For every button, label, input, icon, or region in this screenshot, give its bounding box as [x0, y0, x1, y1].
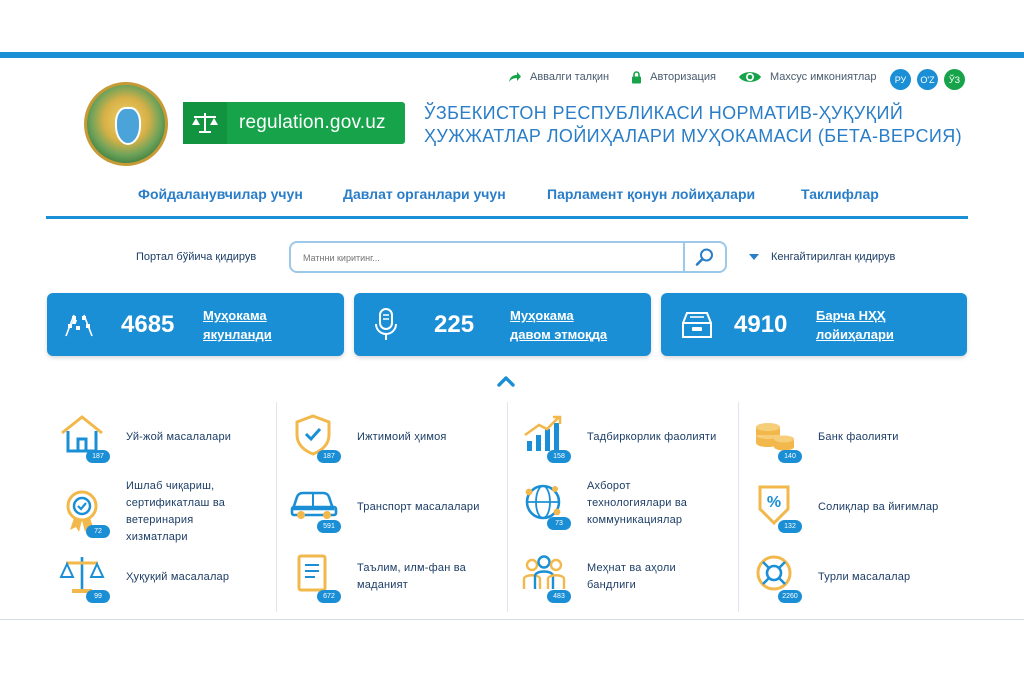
caret-down-icon	[749, 254, 759, 260]
column-divider	[276, 402, 277, 612]
category-housing[interactable]	[58, 413, 276, 461]
column-divider	[738, 402, 739, 612]
regulation-logo[interactable]	[183, 102, 405, 144]
people-icon	[519, 553, 571, 601]
category-production[interactable]	[58, 478, 244, 546]
growth-chart-icon	[519, 413, 571, 461]
stat-label-completed-line2: якунланди	[203, 327, 272, 342]
stat-count-all: 4910	[734, 311, 788, 338]
accessibility-label: Махсус имкониятлар	[769, 71, 877, 83]
category-count-badge: 72	[86, 525, 110, 538]
lang-ru-button[interactable]: РУ	[890, 69, 911, 90]
category-taxes[interactable]	[750, 483, 968, 531]
main-nav	[0, 186, 1024, 206]
stat-label-ongoing-line1: Муҳокама	[510, 308, 574, 323]
site-title	[424, 102, 964, 148]
stat-label-ongoing-line2: давом этмоқда	[510, 327, 608, 342]
lock-icon	[631, 71, 642, 84]
stat-card-ongoing[interactable]	[354, 293, 651, 356]
nav-item-parliament[interactable]: Парламент қонун лойиҳалари	[547, 186, 756, 202]
redo-arrow-icon	[508, 71, 522, 83]
scales-icon	[58, 553, 110, 601]
category-label: Солиқлар ва йиғимлар	[818, 500, 939, 513]
category-count-badge: 132	[778, 520, 802, 533]
state-emblem-logo[interactable]	[84, 82, 168, 166]
login-label: Авторизация	[650, 71, 716, 83]
previous-version-link[interactable]	[508, 71, 609, 83]
stat-label-completed-line1: Муҳокама	[203, 308, 267, 323]
stat-label-all[interactable]	[816, 306, 894, 344]
network-globe-icon	[519, 480, 571, 528]
category-label: Ишлаб чиқариш, сертификатлаш ва ветеринария хизматлари	[126, 480, 226, 543]
category-banking[interactable]	[750, 413, 968, 461]
category-labor[interactable]	[519, 553, 697, 601]
category-label: Турли масалалар	[818, 570, 911, 583]
scales-logo-icon	[183, 102, 227, 144]
category-label: Тадбиркорлик фаолияти	[587, 430, 717, 443]
category-it[interactable]	[519, 478, 712, 529]
search-box	[289, 241, 727, 273]
stat-card-all[interactable]	[661, 293, 967, 356]
category-count-badge: 187	[317, 450, 341, 463]
category-transport[interactable]	[289, 483, 507, 531]
nav-item-users[interactable]: Фойдаланувчилар учун	[138, 186, 303, 202]
lifebuoy-icon	[750, 553, 802, 601]
book-icon	[289, 553, 341, 601]
search-label: Портал бўйича қидирув	[136, 251, 257, 263]
category-count-badge: 158	[547, 450, 571, 463]
search-icon	[695, 247, 715, 267]
stat-label-completed[interactable]	[203, 306, 272, 344]
house-icon	[58, 413, 110, 461]
eye-icon	[738, 70, 762, 84]
category-label: Меҳнат ва аҳоли бандлиги	[587, 562, 676, 591]
advanced-search-label: Кенгайтирилган қидирув	[771, 251, 896, 263]
nav-item-government[interactable]: Давлат органлари учун	[343, 186, 506, 202]
coins-icon	[750, 413, 802, 461]
category-count-badge: 672	[317, 590, 341, 603]
category-misc[interactable]	[750, 553, 968, 601]
certificate-icon	[58, 488, 110, 536]
nav-divider	[46, 216, 968, 219]
stat-label-all-line2: лойиҳалари	[816, 327, 894, 342]
category-label: Ахборот технологиялари ва коммуникациялар	[587, 480, 688, 526]
category-count-badge: 99	[86, 590, 110, 603]
login-link[interactable]	[631, 71, 716, 84]
stat-label-ongoing[interactable]	[510, 306, 607, 344]
utility-bar	[508, 70, 899, 84]
flags-icon	[61, 307, 97, 343]
top-accent-bar	[0, 52, 1024, 58]
category-count-badge: 140	[778, 450, 802, 463]
category-education[interactable]	[289, 553, 487, 601]
archive-icon	[679, 307, 715, 343]
advanced-search-link[interactable]	[749, 251, 895, 263]
stat-card-completed[interactable]	[47, 293, 344, 356]
stat-label-all-line1: Барча НҲҲ	[816, 308, 886, 323]
collapse-chevron-up-icon[interactable]	[496, 374, 516, 393]
site-title-line-1: ЎЗБЕКИСТОН РЕСПУБЛИКАСИ НОРМАТИВ-ҲУҚУҚИЙ	[424, 103, 904, 123]
shield-icon	[289, 413, 341, 461]
lang-uz-button[interactable]: ЎЗ	[944, 69, 965, 90]
category-label: Банк фаолияти	[818, 430, 899, 443]
column-divider	[507, 402, 508, 612]
search-input[interactable]	[303, 250, 673, 266]
lang-oz-button[interactable]: O'Z	[917, 69, 938, 90]
category-label: Транспорт масалалари	[357, 500, 480, 513]
car-icon	[289, 483, 341, 531]
category-count-badge: 73	[547, 517, 571, 530]
tax-percent-icon	[750, 483, 802, 531]
category-label: Таълим, илм-фан ва маданият	[357, 562, 466, 591]
category-count-badge: 187	[86, 450, 110, 463]
category-label: Ҳуқуқий масалалар	[126, 570, 230, 583]
category-count-badge: 2260	[778, 590, 802, 603]
category-label: Уй-жой масалалари	[126, 430, 232, 443]
svg-text:%: %	[766, 494, 782, 511]
microphone-icon	[368, 307, 404, 343]
category-legal[interactable]	[58, 553, 276, 601]
logo-text: regulation.gov.uz	[239, 112, 386, 133]
bottom-divider	[0, 619, 1024, 620]
accessibility-link[interactable]	[738, 70, 877, 84]
category-social-protection[interactable]	[289, 413, 507, 461]
category-label: Ижтимоий ҳимоя	[357, 430, 447, 443]
stat-count-ongoing: 225	[434, 311, 475, 338]
stat-count-completed: 4685	[121, 311, 175, 338]
nav-item-proposals[interactable]: Таклифлар	[801, 186, 879, 202]
category-count-badge: 591	[317, 520, 341, 533]
site-title-line-2: ҲУЖЖАТЛАР ЛОЙИҲАЛАРИ МУҲОКАМАСИ (БЕТА-ВЕРСИЯ)	[424, 126, 962, 146]
category-entrepreneurship[interactable]	[519, 413, 737, 461]
previous-version-label: Аввалги талқин	[530, 71, 610, 83]
category-count-badge: 483	[547, 590, 571, 603]
search-button[interactable]	[683, 243, 725, 271]
